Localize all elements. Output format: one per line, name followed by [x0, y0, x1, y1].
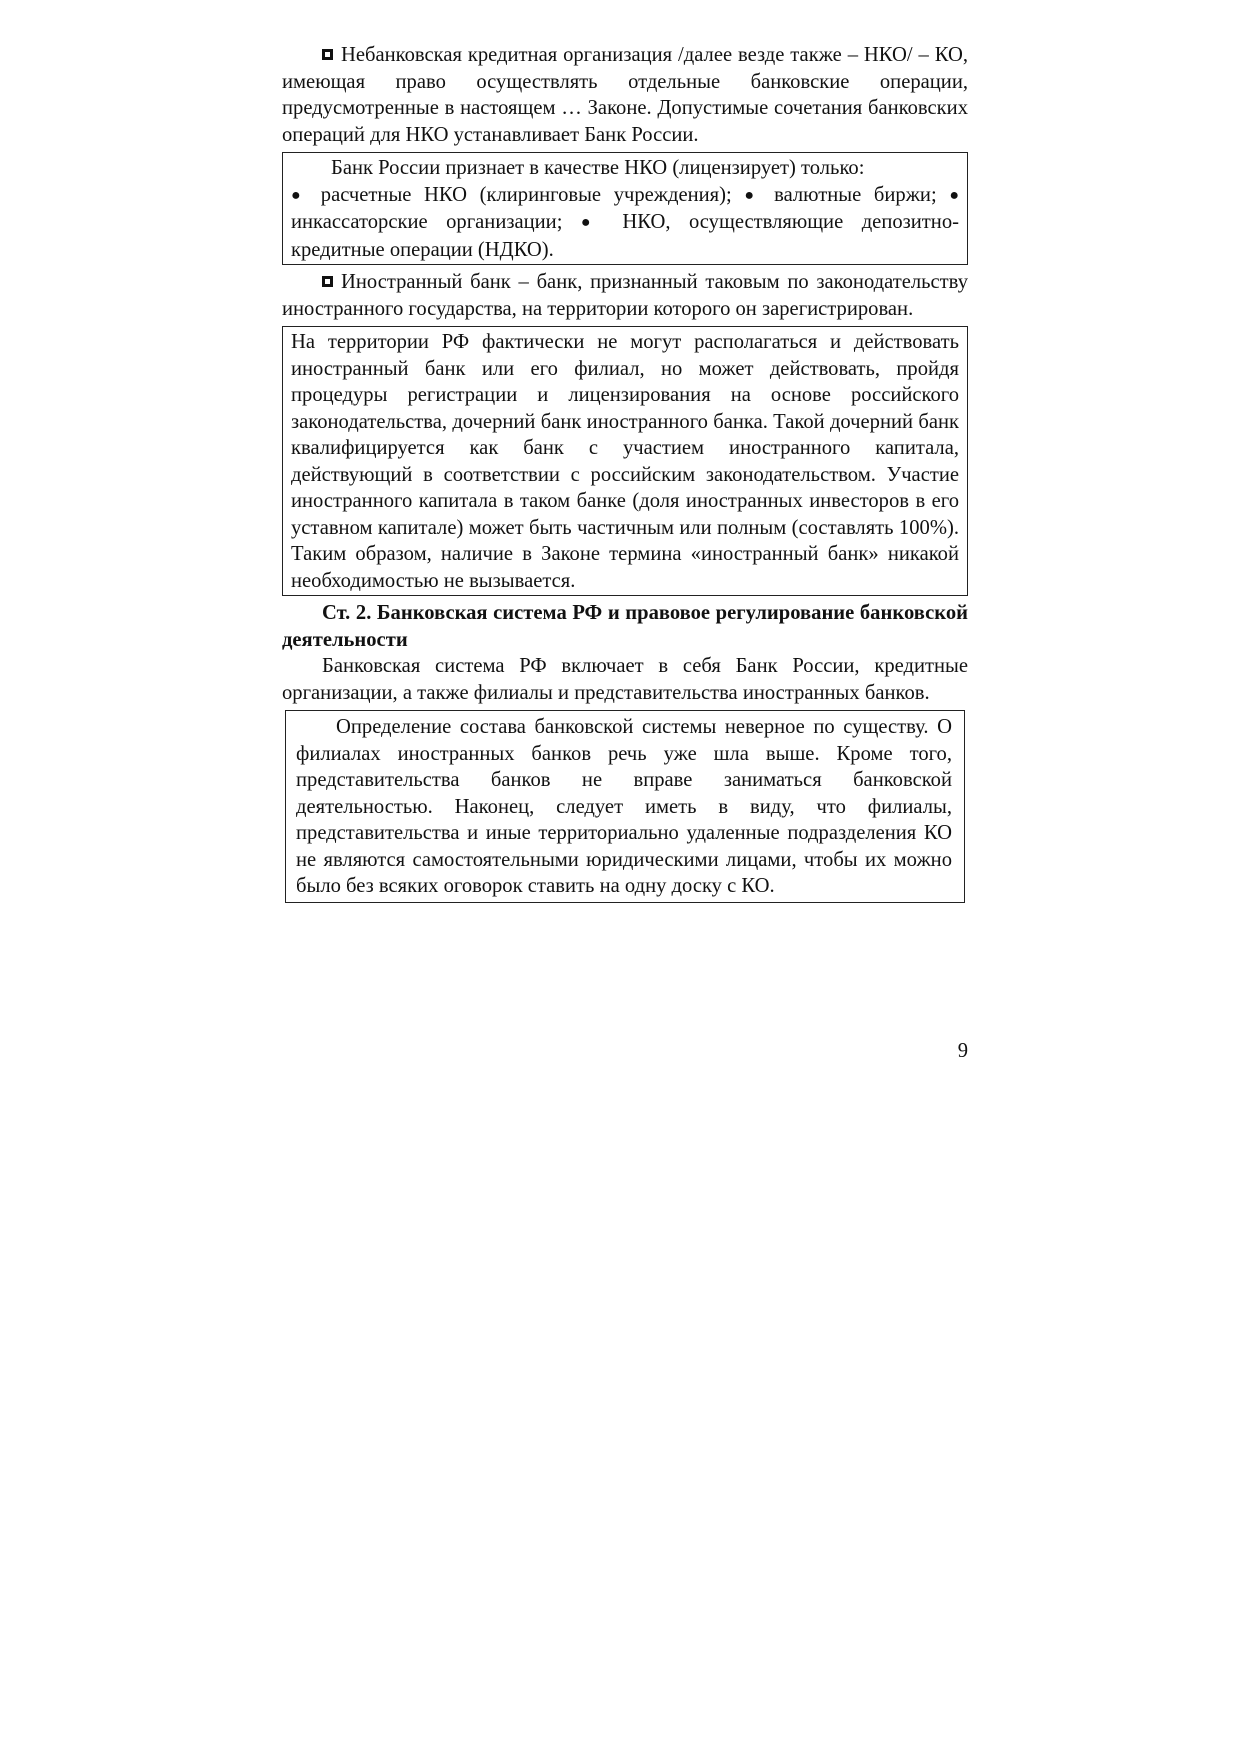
comment-text: Определение состава банковской системы неверное по существу. О филиалах иностранных банков речь уже шла выше. Кроме того, представительства банков не вправе заниматься банковской деятельностью. Наконец, следует иметь в виду, что филиалы, представительства и иные территориально удаленные подразделения КО не являются самостоятельными юридическими лицами, чтобы их можно было без всяких оговорок ставить на одну доску с КО.: [296, 716, 952, 897]
list-item: валютные биржи;: [774, 183, 937, 206]
comment-box-foreign-bank: [282, 326, 968, 596]
list-item: инкассаторские организации;: [291, 211, 563, 233]
paragraph-banking-system: Банковская система РФ включает в себя Банк России, кредитные организации, а также филиалы и представительства иностранных банков.: [282, 655, 968, 704]
bullet-dot-icon: ●: [744, 186, 762, 204]
paragraph-text: Небанковская кредитная организация /далее везде также – НКО/ – КО, имеющая право осуществлять отдельные банковские операции, предусмотренные в настоящем … Законе. Допустимые сочетания банковских операций для НКО устанавливает Банк России.: [282, 44, 968, 146]
bullet-dot-icon: ●: [949, 186, 959, 204]
comment-box-banking-system: [285, 710, 965, 903]
comment-box-nko-types: [282, 152, 968, 265]
paragraph-foreign-bank: [282, 269, 968, 322]
square-bullet-icon: [322, 276, 333, 287]
list-item: НКО, осуществляющие депозитно-кредитные операции (НДКО).: [291, 211, 959, 261]
page-content: [282, 42, 968, 907]
paragraph-nko-definition: [282, 42, 968, 148]
bullet-dot-icon: ●: [580, 214, 604, 231]
list-item: расчетные НКО (клиринговые учреждения);: [320, 183, 732, 206]
comment-text: На территории РФ фактически не могут располагаться и действовать иностранный банк или его филиал, но может действовать, пройдя процедуры регистрации и лицензирования на основе российского законодательства, дочерний банк иностранного банка. Такой дочерний банк квалифицируется как банк с участием иностранного капитала, действующий в соответствии с российским законодательством. Участие иностранного капитала в таком банке (доля иностранных инвесторов в его уставном капитале) может быть частичным или полным (составлять 100%). Таким образом, наличие в Законе термина «иностранный банк» никакой необходимостью не вызывается.: [291, 331, 959, 592]
comment-intro: Банк России признает в качестве НКО (лицензирует) только:: [331, 157, 865, 179]
bullet-dot-icon: ●: [291, 186, 309, 204]
page-number: 9: [957, 1040, 968, 1062]
article-heading: Ст. 2. Банковская система РФ и правовое регулирование банковской деятельности: [282, 602, 968, 651]
comment-list: [291, 182, 959, 264]
paragraph-text: Иностранный банк – банк, признанный таковым по законодательству иностранного государства, на территории которого он зарегистрирован.: [282, 271, 968, 320]
square-bullet-icon: [322, 49, 333, 60]
